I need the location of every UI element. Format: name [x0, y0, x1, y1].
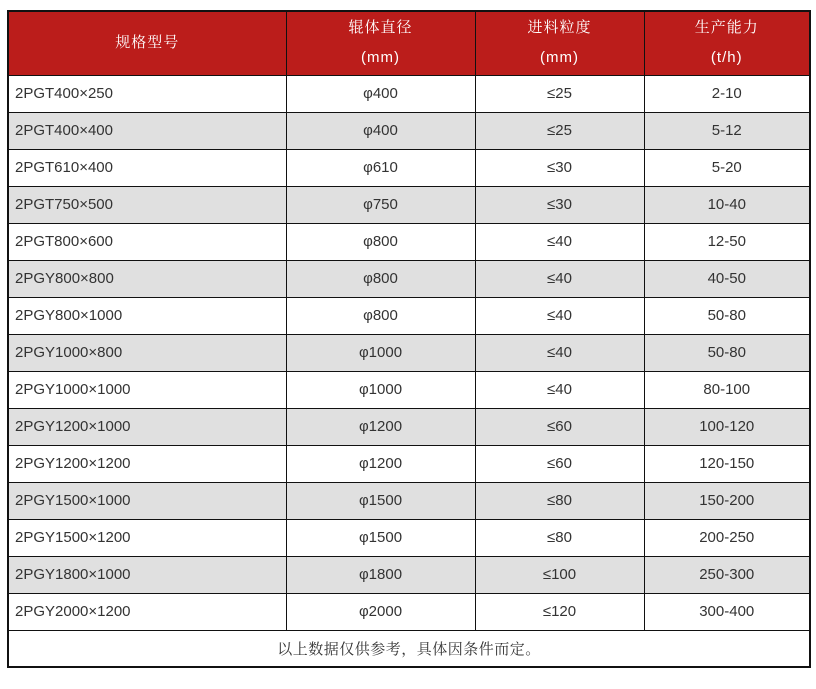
cell-model: 2PGY800×800 [8, 260, 286, 297]
cell-diameter: φ1500 [286, 519, 475, 556]
cell-diameter: φ400 [286, 75, 475, 112]
header-feed-size-label: 进料粒度 [527, 19, 592, 37]
cell-capacity: 40-50 [644, 260, 810, 297]
cell-capacity: 250-300 [644, 556, 810, 593]
cell-capacity: 10-40 [644, 186, 810, 223]
header-diameter-label: 辊体直径 [348, 19, 413, 37]
cell-model: 2PGY1500×1000 [8, 482, 286, 519]
table-row [8, 408, 810, 445]
footer-note: 以上数据仅供参考，具体因条件而定。 [8, 630, 810, 667]
cell-capacity: 80-100 [644, 371, 810, 408]
header-cell-model [8, 11, 286, 75]
cell-diameter: φ2000 [286, 593, 475, 630]
cell-diameter: φ800 [286, 223, 475, 260]
cell-feed-size: ≤120 [475, 593, 644, 630]
table-row [8, 371, 810, 408]
cell-diameter: φ800 [286, 297, 475, 334]
cell-model: 2PGY1200×1200 [8, 445, 286, 482]
header-cell-feed-size [475, 11, 644, 75]
cell-feed-size: ≤40 [475, 334, 644, 371]
table-row [8, 112, 810, 149]
cell-diameter: φ1200 [286, 408, 475, 445]
cell-model: 2PGY1000×1000 [8, 371, 286, 408]
table-body [8, 75, 810, 630]
cell-model: 2PGT400×250 [8, 75, 286, 112]
footer-row [8, 630, 810, 667]
cell-model: 2PGY800×1000 [8, 297, 286, 334]
header-feed-size-unit: (mm) [540, 49, 579, 67]
cell-capacity: 5-12 [644, 112, 810, 149]
table-row [8, 149, 810, 186]
cell-capacity: 300-400 [644, 593, 810, 630]
table-row [8, 186, 810, 223]
cell-capacity: 12-50 [644, 223, 810, 260]
cell-model: 2PGT610×400 [8, 149, 286, 186]
cell-diameter: φ1200 [286, 445, 475, 482]
table-row [8, 334, 810, 371]
cell-capacity: 200-250 [644, 519, 810, 556]
cell-feed-size: ≤30 [475, 186, 644, 223]
header-cell-diameter [286, 11, 475, 75]
header-model-label: 规格型号 [115, 34, 180, 52]
cell-capacity: 50-80 [644, 334, 810, 371]
header-row [8, 11, 810, 75]
cell-diameter: φ1000 [286, 371, 475, 408]
cell-feed-size: ≤80 [475, 482, 644, 519]
spec-table-container [7, 10, 809, 668]
cell-feed-size: ≤60 [475, 445, 644, 482]
table-footer [8, 630, 810, 667]
cell-diameter: φ1000 [286, 334, 475, 371]
cell-feed-size: ≤25 [475, 75, 644, 112]
header-diameter-unit: (mm) [361, 49, 400, 67]
header-capacity-label: 生产能力 [694, 19, 759, 37]
cell-feed-size: ≤40 [475, 371, 644, 408]
spec-table [7, 10, 811, 668]
table-row [8, 445, 810, 482]
cell-diameter: φ800 [286, 260, 475, 297]
cell-diameter: φ750 [286, 186, 475, 223]
cell-feed-size: ≤25 [475, 112, 644, 149]
cell-feed-size: ≤40 [475, 223, 644, 260]
cell-capacity: 100-120 [644, 408, 810, 445]
table-row [8, 482, 810, 519]
cell-model: 2PGT400×400 [8, 112, 286, 149]
cell-diameter: φ400 [286, 112, 475, 149]
cell-model: 2PGT800×600 [8, 223, 286, 260]
table-row [8, 556, 810, 593]
table-row [8, 260, 810, 297]
cell-capacity: 2-10 [644, 75, 810, 112]
cell-model: 2PGT750×500 [8, 186, 286, 223]
cell-model: 2PGY1200×1000 [8, 408, 286, 445]
cell-feed-size: ≤40 [475, 260, 644, 297]
cell-capacity: 5-20 [644, 149, 810, 186]
cell-feed-size: ≤30 [475, 149, 644, 186]
cell-capacity: 150-200 [644, 482, 810, 519]
table-header [8, 11, 810, 75]
cell-capacity: 120-150 [644, 445, 810, 482]
table-row [8, 593, 810, 630]
table-row [8, 223, 810, 260]
table-row [8, 519, 810, 556]
header-capacity-unit: (t/h) [710, 49, 743, 67]
cell-feed-size: ≤100 [475, 556, 644, 593]
cell-model: 2PGY1000×800 [8, 334, 286, 371]
cell-diameter: φ1500 [286, 482, 475, 519]
cell-feed-size: ≤80 [475, 519, 644, 556]
cell-feed-size: ≤60 [475, 408, 644, 445]
table-row [8, 75, 810, 112]
cell-model: 2PGY1800×1000 [8, 556, 286, 593]
header-cell-capacity [644, 11, 810, 75]
cell-model: 2PGY2000×1200 [8, 593, 286, 630]
cell-diameter: φ610 [286, 149, 475, 186]
cell-model: 2PGY1500×1200 [8, 519, 286, 556]
cell-feed-size: ≤40 [475, 297, 644, 334]
cell-capacity: 50-80 [644, 297, 810, 334]
cell-diameter: φ1800 [286, 556, 475, 593]
table-row [8, 297, 810, 334]
